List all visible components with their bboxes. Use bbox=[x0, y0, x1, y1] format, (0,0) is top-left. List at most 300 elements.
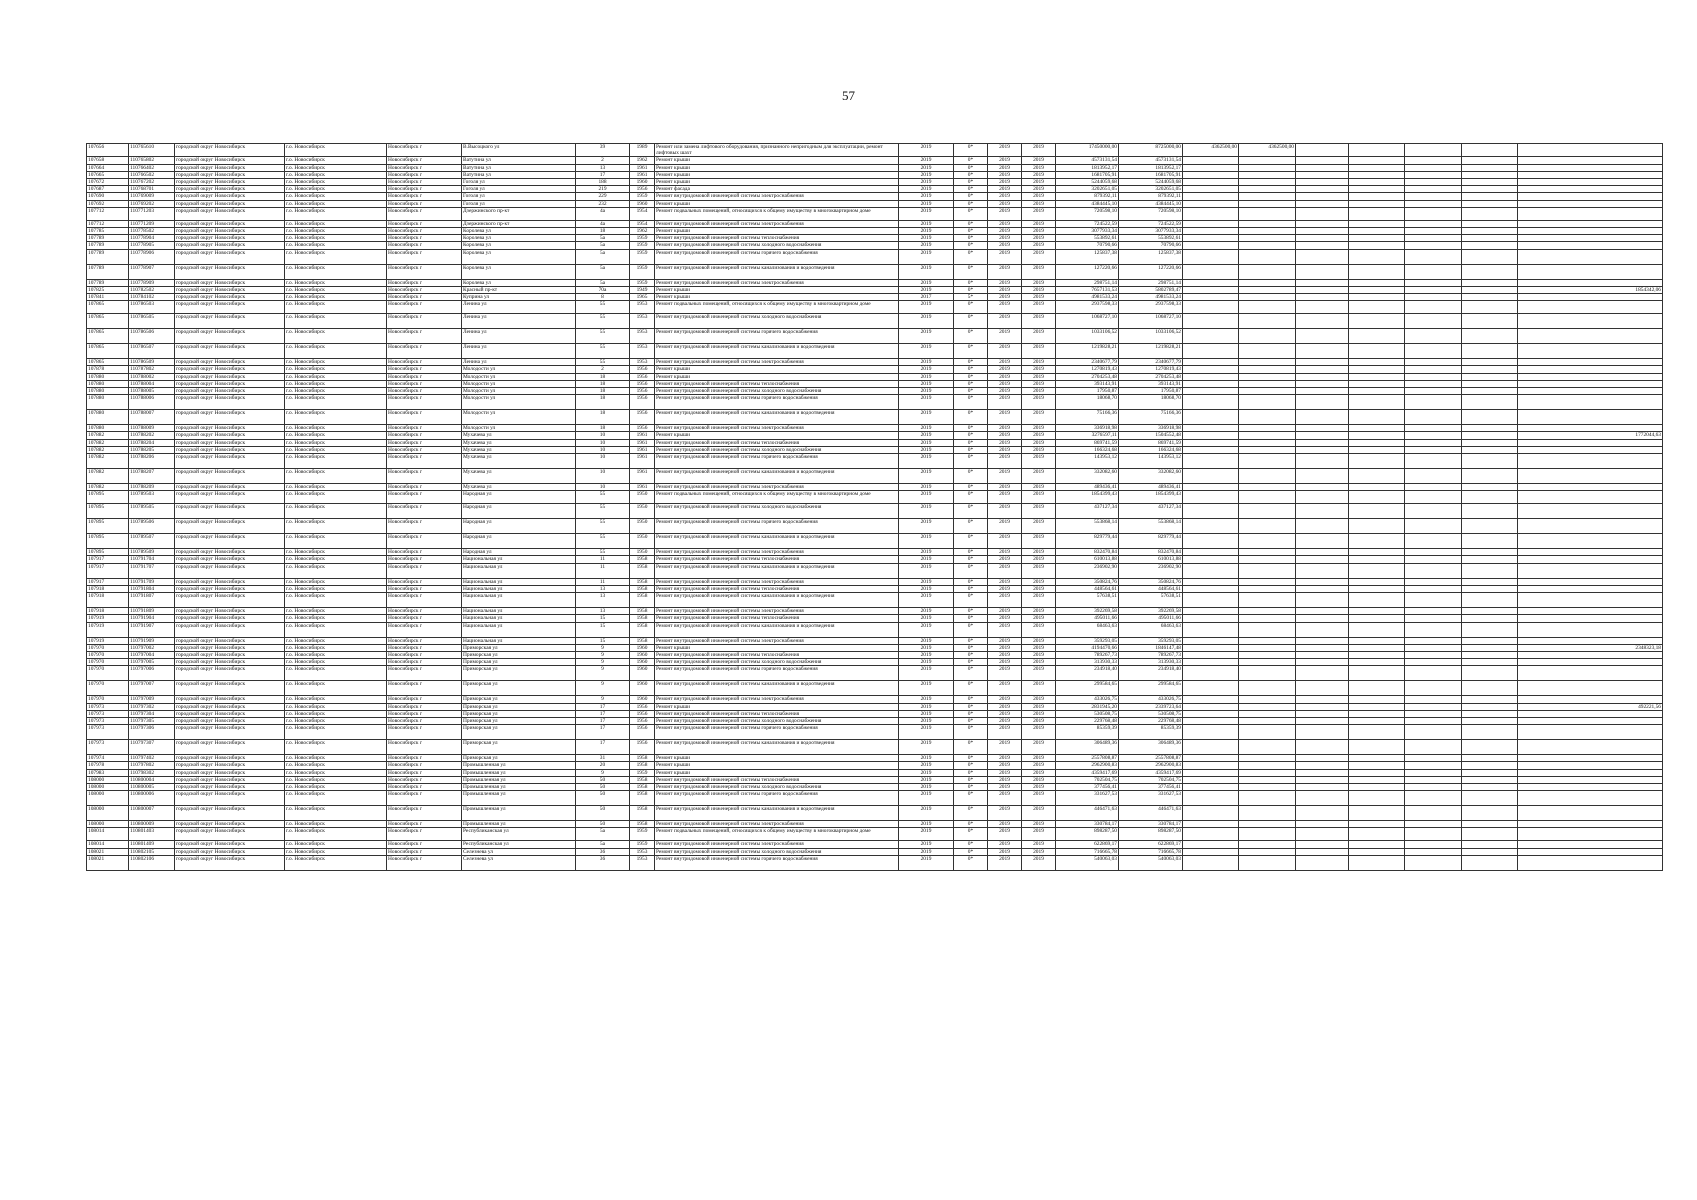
table-cell bbox=[1405, 651, 1462, 658]
table-cell bbox=[1462, 279, 1518, 286]
table-cell: 1965 bbox=[630, 294, 655, 301]
table-cell: 2019 bbox=[988, 762, 1022, 769]
table-cell: 2704253,48 bbox=[1056, 373, 1119, 380]
table-cell: 1958 bbox=[630, 556, 655, 563]
table-cell: 2019 bbox=[1022, 841, 1056, 848]
table-cell: городской округ Новосибирск bbox=[175, 637, 285, 644]
table-cell bbox=[1462, 783, 1518, 790]
table-cell bbox=[1518, 776, 1663, 783]
table-cell bbox=[1296, 585, 1349, 592]
table-cell bbox=[1405, 359, 1462, 366]
table-cell: 1958 bbox=[630, 783, 655, 790]
table-cell: 2019 bbox=[899, 806, 954, 821]
table-cell: 2019 bbox=[899, 164, 954, 171]
table-cell: 2019 bbox=[899, 373, 954, 380]
table-cell: 2019 bbox=[899, 144, 954, 157]
table-cell bbox=[1405, 585, 1462, 592]
table-cell bbox=[1296, 373, 1349, 380]
table-cell: 107983 bbox=[87, 769, 129, 776]
table-cell bbox=[1349, 446, 1405, 453]
table-cell: 10 bbox=[576, 446, 630, 453]
table-cell: 107917 bbox=[87, 578, 129, 585]
table-cell: 0* bbox=[954, 286, 988, 293]
table-row bbox=[87, 446, 1663, 453]
table-cell: Ремонт внутридомовой инженерной системы холодного водоснабжения bbox=[655, 783, 899, 790]
table-cell: 143953,12 bbox=[1119, 454, 1183, 469]
table-cell: 0* bbox=[954, 740, 988, 755]
table-cell: городской округ Новосибирск bbox=[175, 828, 285, 841]
table-cell: 2019 bbox=[899, 439, 954, 446]
table-cell: 9 bbox=[576, 651, 630, 658]
table-cell bbox=[1296, 193, 1349, 200]
table-cell: 2 bbox=[576, 366, 630, 373]
table-cell: 0* bbox=[954, 615, 988, 622]
table-cell bbox=[1462, 762, 1518, 769]
table-cell: Новосибирск г bbox=[387, 740, 462, 755]
table-cell bbox=[1462, 644, 1518, 651]
table-cell bbox=[1296, 563, 1349, 578]
table-cell: 50 bbox=[576, 783, 630, 790]
table-cell: городской округ Новосибирск bbox=[175, 220, 285, 227]
table-cell bbox=[1183, 186, 1239, 193]
table-cell: 1962 bbox=[630, 157, 655, 164]
table-cell bbox=[1239, 380, 1296, 387]
table-cell bbox=[1518, 249, 1663, 264]
table-cell: 2019 bbox=[899, 519, 954, 534]
table-cell bbox=[1183, 776, 1239, 783]
table-cell: 55 bbox=[576, 491, 630, 504]
table-row bbox=[87, 242, 1663, 249]
table-cell: городской округ Новосибирск bbox=[175, 366, 285, 373]
table-cell: Новосибирск г bbox=[387, 344, 462, 359]
table-cell: Ленина ул bbox=[462, 344, 576, 359]
table-cell bbox=[1349, 366, 1405, 373]
table-cell: 166324,68 bbox=[1119, 446, 1183, 453]
table-cell: 1953 bbox=[630, 359, 655, 366]
table-cell: 2019 bbox=[899, 446, 954, 453]
table-cell: городской округ Новосибирск bbox=[175, 193, 285, 200]
table-cell bbox=[1405, 593, 1462, 608]
table-cell: 0* bbox=[954, 279, 988, 286]
table-row bbox=[87, 841, 1663, 848]
table-cell: 2019 bbox=[899, 615, 954, 622]
table-cell: 1956 bbox=[630, 740, 655, 755]
table-cell: 0* bbox=[954, 484, 988, 491]
table-cell: В.Высоцкого ул bbox=[462, 144, 576, 157]
table-cell: 2019 bbox=[899, 395, 954, 410]
table-cell: 2019 bbox=[1022, 717, 1056, 724]
table-cell: 107973 bbox=[87, 725, 129, 740]
table-cell: 110786506 bbox=[129, 329, 175, 344]
table-cell: 50 bbox=[576, 806, 630, 821]
table-cell bbox=[1405, 294, 1462, 301]
table-cell: 0* bbox=[954, 725, 988, 740]
table-cell: г.о. Новосибирск bbox=[285, 703, 387, 710]
table-cell bbox=[1462, 696, 1518, 703]
table-cell: 15 bbox=[576, 637, 630, 644]
table-cell bbox=[1183, 439, 1239, 446]
table-cell: Мухачева ул bbox=[462, 446, 576, 453]
table-cell: 553892,61 bbox=[1056, 235, 1119, 242]
table-cell: г.о. Новосибирск bbox=[285, 593, 387, 608]
table-cell: 0* bbox=[954, 410, 988, 425]
table-cell: 1219828,21 bbox=[1119, 344, 1183, 359]
table-cell bbox=[1462, 432, 1518, 439]
table-row bbox=[87, 762, 1663, 769]
table-cell: г.о. Новосибирск bbox=[285, 294, 387, 301]
table-cell: 2019 bbox=[988, 841, 1022, 848]
table-row bbox=[87, 264, 1663, 279]
table-cell: Новосибирск г bbox=[387, 717, 462, 724]
table-cell bbox=[1183, 593, 1239, 608]
table-cell bbox=[1296, 755, 1349, 762]
table-cell: 0* bbox=[954, 841, 988, 848]
table-cell bbox=[1405, 549, 1462, 556]
table-cell: городской округ Новосибирск bbox=[175, 439, 285, 446]
table-cell: 2019 bbox=[988, 791, 1022, 806]
table-cell bbox=[1183, 717, 1239, 724]
table-cell: Новосибирск г bbox=[387, 644, 462, 651]
table-row bbox=[87, 703, 1663, 710]
table-cell: 448564,61 bbox=[1119, 585, 1183, 592]
table-cell: 107918 bbox=[87, 585, 129, 592]
table-cell bbox=[1462, 622, 1518, 637]
table-cell: Ремонт внутридомовой инженерной системы холодного водоснабжения bbox=[655, 314, 899, 329]
table-cell: 1959 bbox=[630, 769, 655, 776]
table-cell: 540063,03 bbox=[1119, 855, 1183, 870]
table-cell bbox=[1296, 681, 1349, 696]
table-cell: 2019 bbox=[899, 710, 954, 717]
table-cell: 107825 bbox=[87, 286, 129, 293]
table-cell bbox=[1462, 585, 1518, 592]
table-row bbox=[87, 286, 1663, 293]
table-cell: 110778502 bbox=[129, 228, 175, 235]
table-cell: 1953 bbox=[630, 314, 655, 329]
table-cell bbox=[1296, 841, 1349, 848]
table-cell bbox=[1296, 446, 1349, 453]
table-cell: Новосибирск г bbox=[387, 157, 462, 164]
table-cell bbox=[1296, 454, 1349, 469]
table-cell: 336918,98 bbox=[1056, 425, 1119, 432]
table-cell: 107919 bbox=[87, 615, 129, 622]
table-cell bbox=[1349, 359, 1405, 366]
table-cell: 107664 bbox=[87, 164, 129, 171]
table-cell: 234918,40 bbox=[1119, 666, 1183, 681]
table-cell: 2019 bbox=[899, 769, 954, 776]
table-cell bbox=[1462, 425, 1518, 432]
table-cell bbox=[1462, 637, 1518, 644]
table-cell bbox=[1349, 157, 1405, 164]
table-cell: городской округ Новосибирск bbox=[175, 556, 285, 563]
table-cell bbox=[1462, 395, 1518, 410]
table-cell: 0* bbox=[954, 186, 988, 193]
table-cell bbox=[1239, 717, 1296, 724]
table-cell bbox=[1183, 220, 1239, 227]
table-cell bbox=[1405, 755, 1462, 762]
table-cell bbox=[1518, 294, 1663, 301]
table-cell: Ремонт крыши bbox=[655, 366, 899, 373]
table-cell: 2019 bbox=[1022, 696, 1056, 703]
table-cell: 18068,70 bbox=[1119, 395, 1183, 410]
table-cell bbox=[1296, 622, 1349, 637]
table-cell: 55 bbox=[576, 329, 630, 344]
table-cell: 1958 bbox=[630, 637, 655, 644]
table-cell: Новосибирск г bbox=[387, 703, 462, 710]
table-cell bbox=[1183, 841, 1239, 848]
table-cell: городской округ Новосибирск bbox=[175, 446, 285, 453]
table-cell: 0* bbox=[954, 608, 988, 615]
table-cell: 4384445,10 bbox=[1119, 200, 1183, 207]
table-cell bbox=[1296, 395, 1349, 410]
table-cell: 108021 bbox=[87, 848, 129, 855]
table-cell: 110788006 bbox=[129, 395, 175, 410]
table-cell: Дзержинского пр-кт bbox=[462, 220, 576, 227]
table-cell: 0* bbox=[954, 855, 988, 870]
table-cell: 2019 bbox=[988, 469, 1022, 484]
table-cell bbox=[1518, 359, 1663, 366]
table-cell: 110797006 bbox=[129, 666, 175, 681]
table-cell: 1961 bbox=[630, 446, 655, 453]
table-cell: 236902,90 bbox=[1056, 563, 1119, 578]
table-cell: 2019 bbox=[1022, 549, 1056, 556]
table-cell bbox=[1349, 703, 1405, 710]
table-cell: 2019 bbox=[988, 556, 1022, 563]
table-cell bbox=[1405, 329, 1462, 344]
table-cell: Королева ул bbox=[462, 279, 576, 286]
table-row bbox=[87, 717, 1663, 724]
table-cell: 2019 bbox=[988, 666, 1022, 681]
table-cell: 4981533,24 bbox=[1119, 294, 1183, 301]
table-cell: 0* bbox=[954, 425, 988, 432]
table-cell: Народная ул bbox=[462, 549, 576, 556]
table-cell: 2937598,33 bbox=[1056, 301, 1119, 314]
table-cell bbox=[1518, 806, 1663, 821]
table-cell: г.о. Новосибирск bbox=[285, 157, 387, 164]
table-cell: г.о. Новосибирск bbox=[285, 755, 387, 762]
table-cell: 2019 bbox=[988, 593, 1022, 608]
table-cell: 110791704 bbox=[129, 556, 175, 563]
table-cell bbox=[1462, 828, 1518, 841]
table-cell bbox=[1296, 593, 1349, 608]
table-cell: 1270819,43 bbox=[1056, 366, 1119, 373]
table-cell: городской округ Новосибирск bbox=[175, 740, 285, 755]
table-cell: Новосибирск г bbox=[387, 666, 462, 681]
table-cell: Новосибирск г bbox=[387, 696, 462, 703]
table-cell bbox=[1239, 432, 1296, 439]
table-cell bbox=[1239, 491, 1296, 504]
table-cell: 2019 bbox=[899, 179, 954, 186]
table-cell: 110800004 bbox=[129, 776, 175, 783]
table-cell: 2019 bbox=[899, 563, 954, 578]
table-cell bbox=[1296, 359, 1349, 366]
table-cell: 107970 bbox=[87, 659, 129, 666]
table-cell: Мухачева ул bbox=[462, 432, 576, 439]
table-cell bbox=[1349, 294, 1405, 301]
table-cell: 2019 bbox=[988, 359, 1022, 366]
table-cell bbox=[1349, 469, 1405, 484]
table-cell: Ремонт крыши bbox=[655, 286, 899, 293]
table-cell: Ремонт внутридомовой инженерной системы теплоснабжения bbox=[655, 585, 899, 592]
table-cell bbox=[1349, 585, 1405, 592]
table-cell: 1961 bbox=[630, 439, 655, 446]
table-cell: городской округ Новосибирск bbox=[175, 578, 285, 585]
table-cell: 0* bbox=[954, 235, 988, 242]
table-cell: 2019 bbox=[1022, 703, 1056, 710]
table-cell bbox=[1239, 228, 1296, 235]
table-row bbox=[87, 220, 1663, 227]
table-cell bbox=[1296, 806, 1349, 821]
table-cell: 3077933,34 bbox=[1119, 228, 1183, 235]
table-cell: 2019 bbox=[1022, 622, 1056, 637]
table-cell: 70790,66 bbox=[1119, 242, 1183, 249]
table-cell: Новосибирск г bbox=[387, 806, 462, 821]
table-cell: 832470,84 bbox=[1119, 549, 1183, 556]
table-cell: 0* bbox=[954, 585, 988, 592]
table-row bbox=[87, 228, 1663, 235]
table-cell: 2019 bbox=[1022, 469, 1056, 484]
table-cell bbox=[1462, 228, 1518, 235]
table-cell: городской округ Новосибирск bbox=[175, 359, 285, 366]
table-cell: 1959 bbox=[630, 841, 655, 848]
table-cell: 0* bbox=[954, 681, 988, 696]
table-cell: г.о. Новосибирск bbox=[285, 491, 387, 504]
table-cell: Приморская ул bbox=[462, 644, 576, 651]
table-row bbox=[87, 279, 1663, 286]
table-cell: 10 bbox=[576, 439, 630, 446]
table-cell bbox=[1296, 828, 1349, 841]
table-cell bbox=[1462, 164, 1518, 171]
table-cell: 107880 bbox=[87, 380, 129, 387]
table-cell bbox=[1183, 395, 1239, 410]
table-cell: 716665,78 bbox=[1056, 848, 1119, 855]
table-cell: Национальная ул bbox=[462, 637, 576, 644]
table-cell: Новосибирск г bbox=[387, 388, 462, 395]
table-cell: г.о. Новосибирск bbox=[285, 279, 387, 286]
table-cell: 2019 bbox=[899, 534, 954, 549]
table-cell: г.о. Новосибирск bbox=[285, 207, 387, 220]
table-cell: 0* bbox=[954, 144, 988, 157]
table-cell bbox=[1349, 725, 1405, 740]
table-cell: г.о. Новосибирск bbox=[285, 578, 387, 585]
table-cell: Королева ул bbox=[462, 264, 576, 279]
table-cell: 110797305 bbox=[129, 717, 175, 724]
table-cell: 1956 bbox=[630, 395, 655, 410]
table-cell: 2019 bbox=[899, 171, 954, 178]
table-cell: Ремонт крыши bbox=[655, 228, 899, 235]
table-cell bbox=[1239, 666, 1296, 681]
table-cell: 2017 bbox=[899, 294, 954, 301]
table-cell: 2019 bbox=[899, 344, 954, 359]
table-row bbox=[87, 585, 1663, 592]
table-cell bbox=[1349, 769, 1405, 776]
table-cell bbox=[1183, 791, 1239, 806]
table-cell bbox=[1349, 179, 1405, 186]
table-cell: 107712 bbox=[87, 220, 129, 227]
table-cell: Королева ул bbox=[462, 228, 576, 235]
table-cell: 2019 bbox=[1022, 329, 1056, 344]
table-cell bbox=[1183, 179, 1239, 186]
table-cell: городской округ Новосибирск bbox=[175, 179, 285, 186]
table-cell bbox=[1183, 469, 1239, 484]
table-cell: 2019 bbox=[988, 249, 1022, 264]
table-cell bbox=[1296, 504, 1349, 519]
table-cell: 110797004 bbox=[129, 651, 175, 658]
table-cell: 107918 bbox=[87, 608, 129, 615]
table-cell: 2019 bbox=[899, 242, 954, 249]
table-cell: 0* bbox=[954, 622, 988, 637]
table-cell: 1854399,43 bbox=[1119, 491, 1183, 504]
table-cell bbox=[1518, 637, 1663, 644]
table-cell: Ремонт внутридомовой инженерной системы теплоснабжения bbox=[655, 556, 899, 563]
table-cell: 1956 bbox=[630, 380, 655, 387]
table-cell: 110801409 bbox=[129, 841, 175, 848]
table-cell bbox=[1349, 717, 1405, 724]
table-cell bbox=[1462, 186, 1518, 193]
table-cell: Новосибирск г bbox=[387, 186, 462, 193]
page-number: 57 bbox=[842, 88, 855, 103]
table-cell: Новосибирск г bbox=[387, 294, 462, 301]
table-cell: 2019 bbox=[1022, 762, 1056, 769]
table-cell: г.о. Новосибирск bbox=[285, 666, 387, 681]
table-cell: 107672 bbox=[87, 179, 129, 186]
table-cell bbox=[1296, 410, 1349, 425]
table-cell: 2019 bbox=[1022, 235, 1056, 242]
table-cell bbox=[1405, 314, 1462, 329]
table-cell: 1961 bbox=[630, 484, 655, 491]
table-cell: 110797007 bbox=[129, 681, 175, 696]
table-cell bbox=[1296, 242, 1349, 249]
table-cell bbox=[1462, 578, 1518, 585]
table-cell: г.о. Новосибирск bbox=[285, 828, 387, 841]
table-cell: 108000 bbox=[87, 806, 129, 821]
table-cell: 5802789,47 bbox=[1119, 286, 1183, 293]
table-cell: г.о. Новосибирск bbox=[285, 388, 387, 395]
table-row bbox=[87, 549, 1663, 556]
table-cell: 1953 bbox=[630, 848, 655, 855]
table-cell bbox=[1405, 207, 1462, 220]
table-cell bbox=[1296, 432, 1349, 439]
table-cell: г.о. Новосибирск bbox=[285, 301, 387, 314]
table-cell: 2019 bbox=[988, 615, 1022, 622]
table-cell: 2019 bbox=[899, 264, 954, 279]
table-cell: 446471,63 bbox=[1056, 806, 1119, 821]
table-cell: 2019 bbox=[899, 388, 954, 395]
table-cell bbox=[1296, 519, 1349, 534]
table-cell bbox=[1239, 186, 1296, 193]
table-cell bbox=[1349, 314, 1405, 329]
table-cell: 17 bbox=[576, 740, 630, 755]
table-cell bbox=[1518, 556, 1663, 563]
table-cell: 110791709 bbox=[129, 578, 175, 585]
table-cell: 110789506 bbox=[129, 519, 175, 534]
table-cell: 110791804 bbox=[129, 585, 175, 592]
table-cell: 299584,65 bbox=[1119, 681, 1183, 696]
table-cell: Ремонт внутридомовой инженерной системы горячего водоснабжения bbox=[655, 855, 899, 870]
table-cell: 50 bbox=[576, 791, 630, 806]
table-cell: 829779,44 bbox=[1119, 534, 1183, 549]
table-cell bbox=[1518, 519, 1663, 534]
table-cell: г.о. Новосибирск bbox=[285, 179, 387, 186]
table-cell: 1854342,06 bbox=[1518, 286, 1663, 293]
table-cell: Ремонт подвальных помещений, относящихся к общему имуществу в многоквартирном доме bbox=[655, 207, 899, 220]
table-cell: 110769202 bbox=[129, 200, 175, 207]
table-cell: 298751,14 bbox=[1119, 279, 1183, 286]
table-cell: 0* bbox=[954, 762, 988, 769]
table-cell bbox=[1239, 388, 1296, 395]
table-cell: 1219828,21 bbox=[1056, 344, 1119, 359]
table-cell: 1950 bbox=[630, 519, 655, 534]
table-cell: 10 bbox=[576, 484, 630, 491]
